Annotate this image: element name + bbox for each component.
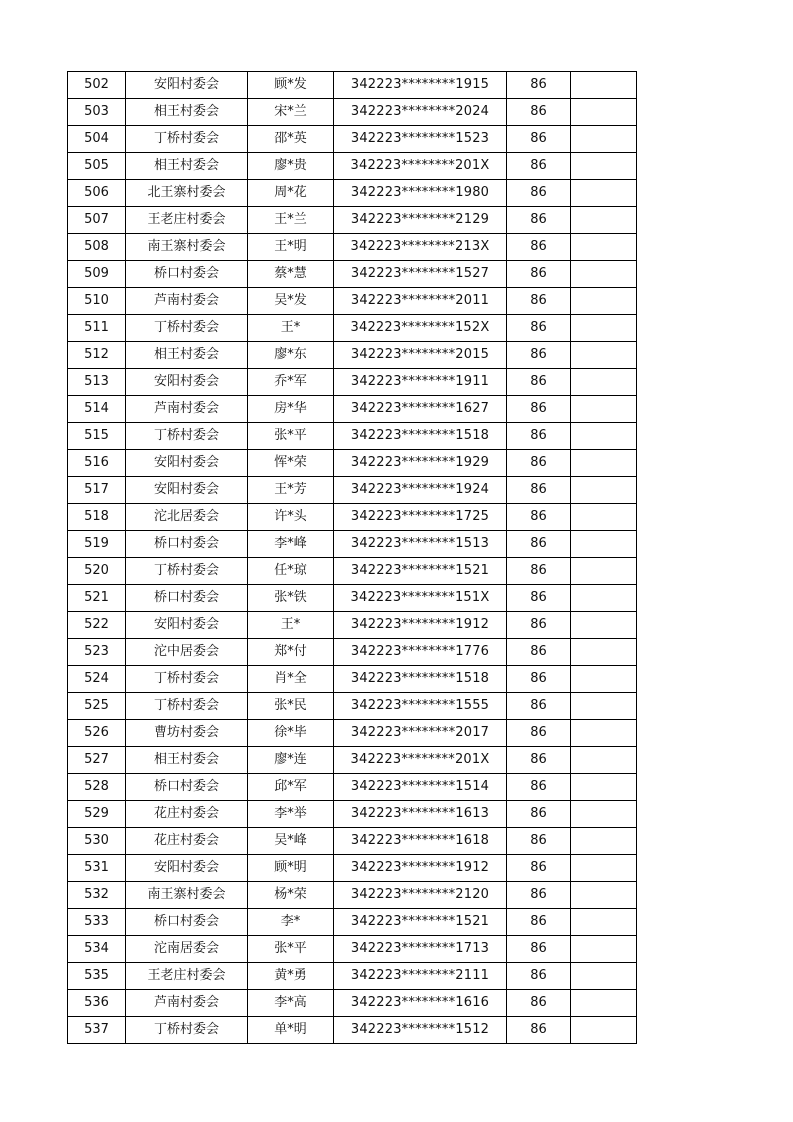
row-number-cell: 524 bbox=[68, 666, 126, 693]
row-number-cell: 533 bbox=[68, 909, 126, 936]
village-committee-cell: 相王村委会 bbox=[126, 153, 248, 180]
remark-cell bbox=[571, 747, 637, 774]
row-number-cell: 535 bbox=[68, 963, 126, 990]
remark-cell bbox=[571, 585, 637, 612]
person-name-cell: 宋*兰 bbox=[248, 99, 334, 126]
remark-cell bbox=[571, 531, 637, 558]
village-committee-cell: 芦南村委会 bbox=[126, 288, 248, 315]
score-cell: 86 bbox=[507, 882, 571, 909]
table-row bbox=[68, 855, 637, 882]
id-number-cell: 342223********1613 bbox=[334, 801, 507, 828]
remark-cell bbox=[571, 720, 637, 747]
person-name-cell: 房*华 bbox=[248, 396, 334, 423]
table-row bbox=[68, 450, 637, 477]
person-name-cell: 徐*毕 bbox=[248, 720, 334, 747]
village-committee-cell: 王老庄村委会 bbox=[126, 207, 248, 234]
score-cell: 86 bbox=[507, 585, 571, 612]
table-row bbox=[68, 477, 637, 504]
remark-cell bbox=[571, 261, 637, 288]
id-number-cell: 342223********1725 bbox=[334, 504, 507, 531]
row-number-cell: 503 bbox=[68, 99, 126, 126]
remark-cell bbox=[571, 882, 637, 909]
remark-cell bbox=[571, 612, 637, 639]
person-name-cell: 恽*荣 bbox=[248, 450, 334, 477]
remark-cell bbox=[571, 72, 637, 99]
score-cell: 86 bbox=[507, 963, 571, 990]
table-row bbox=[68, 180, 637, 207]
row-number-cell: 527 bbox=[68, 747, 126, 774]
table-row bbox=[68, 693, 637, 720]
remark-cell bbox=[571, 909, 637, 936]
person-name-cell: 顾*发 bbox=[248, 72, 334, 99]
table-row bbox=[68, 882, 637, 909]
table-row bbox=[68, 423, 637, 450]
score-cell: 86 bbox=[507, 234, 571, 261]
id-number-cell: 342223********2111 bbox=[334, 963, 507, 990]
village-committee-cell: 芦南村委会 bbox=[126, 396, 248, 423]
remark-cell bbox=[571, 234, 637, 261]
remark-cell bbox=[571, 504, 637, 531]
row-number-cell: 518 bbox=[68, 504, 126, 531]
table-row bbox=[68, 72, 637, 99]
village-committee-cell: 桥口村委会 bbox=[126, 585, 248, 612]
id-number-cell: 342223********1713 bbox=[334, 936, 507, 963]
village-committee-cell: 安阳村委会 bbox=[126, 450, 248, 477]
row-number-cell: 511 bbox=[68, 315, 126, 342]
row-number-cell: 512 bbox=[68, 342, 126, 369]
remark-cell bbox=[571, 396, 637, 423]
remark-cell bbox=[571, 369, 637, 396]
person-name-cell: 杨*荣 bbox=[248, 882, 334, 909]
id-number-cell: 342223********2011 bbox=[334, 288, 507, 315]
village-committee-cell: 相王村委会 bbox=[126, 342, 248, 369]
village-committee-cell: 曹坊村委会 bbox=[126, 720, 248, 747]
remark-cell bbox=[571, 423, 637, 450]
score-cell: 86 bbox=[507, 531, 571, 558]
score-cell: 86 bbox=[507, 558, 571, 585]
roster-sheet bbox=[67, 71, 637, 1044]
person-name-cell: 郑*付 bbox=[248, 639, 334, 666]
score-cell: 86 bbox=[507, 126, 571, 153]
person-name-cell: 许*头 bbox=[248, 504, 334, 531]
table-row bbox=[68, 531, 637, 558]
person-name-cell: 张*平 bbox=[248, 936, 334, 963]
id-number-cell: 342223********151X bbox=[334, 585, 507, 612]
id-number-cell: 342223********201X bbox=[334, 153, 507, 180]
person-name-cell: 周*花 bbox=[248, 180, 334, 207]
person-name-cell: 李* bbox=[248, 909, 334, 936]
id-number-cell: 342223********1521 bbox=[334, 558, 507, 585]
row-number-cell: 531 bbox=[68, 855, 126, 882]
table-row bbox=[68, 801, 637, 828]
score-cell: 86 bbox=[507, 774, 571, 801]
village-committee-cell: 相王村委会 bbox=[126, 99, 248, 126]
score-cell: 86 bbox=[507, 207, 571, 234]
score-cell: 86 bbox=[507, 261, 571, 288]
score-cell: 86 bbox=[507, 639, 571, 666]
id-number-cell: 342223********1513 bbox=[334, 531, 507, 558]
person-name-cell: 王* bbox=[248, 612, 334, 639]
remark-cell bbox=[571, 1017, 637, 1044]
person-name-cell: 张*铁 bbox=[248, 585, 334, 612]
remark-cell bbox=[571, 450, 637, 477]
row-number-cell: 525 bbox=[68, 693, 126, 720]
village-committee-cell: 南王寨村委会 bbox=[126, 882, 248, 909]
score-cell: 86 bbox=[507, 288, 571, 315]
score-cell: 86 bbox=[507, 72, 571, 99]
person-name-cell: 顾*明 bbox=[248, 855, 334, 882]
row-number-cell: 505 bbox=[68, 153, 126, 180]
village-committee-cell: 沱北居委会 bbox=[126, 504, 248, 531]
table-row bbox=[68, 504, 637, 531]
score-cell: 86 bbox=[507, 477, 571, 504]
village-committee-cell: 丁桥村委会 bbox=[126, 1017, 248, 1044]
score-cell: 86 bbox=[507, 909, 571, 936]
id-number-cell: 342223********2024 bbox=[334, 99, 507, 126]
row-number-cell: 504 bbox=[68, 126, 126, 153]
row-number-cell: 507 bbox=[68, 207, 126, 234]
row-number-cell: 526 bbox=[68, 720, 126, 747]
village-committee-cell: 丁桥村委会 bbox=[126, 558, 248, 585]
remark-cell bbox=[571, 288, 637, 315]
score-cell: 86 bbox=[507, 153, 571, 180]
id-number-cell: 342223********152X bbox=[334, 315, 507, 342]
table-row bbox=[68, 909, 637, 936]
table-row bbox=[68, 774, 637, 801]
table-row bbox=[68, 288, 637, 315]
person-name-cell: 吴*发 bbox=[248, 288, 334, 315]
score-cell: 86 bbox=[507, 990, 571, 1017]
village-committee-cell: 桥口村委会 bbox=[126, 261, 248, 288]
table-row bbox=[68, 99, 637, 126]
row-number-cell: 502 bbox=[68, 72, 126, 99]
table-row bbox=[68, 207, 637, 234]
table-row bbox=[68, 639, 637, 666]
village-committee-cell: 丁桥村委会 bbox=[126, 666, 248, 693]
roster-table-body bbox=[68, 72, 637, 1044]
person-name-cell: 王*明 bbox=[248, 234, 334, 261]
row-number-cell: 508 bbox=[68, 234, 126, 261]
id-number-cell: 342223********1618 bbox=[334, 828, 507, 855]
remark-cell bbox=[571, 126, 637, 153]
row-number-cell: 515 bbox=[68, 423, 126, 450]
remark-cell bbox=[571, 693, 637, 720]
table-row bbox=[68, 369, 637, 396]
row-number-cell: 513 bbox=[68, 369, 126, 396]
score-cell: 86 bbox=[507, 369, 571, 396]
table-row bbox=[68, 558, 637, 585]
score-cell: 86 bbox=[507, 1017, 571, 1044]
row-number-cell: 517 bbox=[68, 477, 126, 504]
score-cell: 86 bbox=[507, 180, 571, 207]
remark-cell bbox=[571, 477, 637, 504]
id-number-cell: 342223********1512 bbox=[334, 1017, 507, 1044]
village-committee-cell: 安阳村委会 bbox=[126, 477, 248, 504]
person-name-cell: 王*芳 bbox=[248, 477, 334, 504]
table-row bbox=[68, 828, 637, 855]
table-row bbox=[68, 1017, 637, 1044]
id-number-cell: 342223********1912 bbox=[334, 855, 507, 882]
score-cell: 86 bbox=[507, 720, 571, 747]
id-number-cell: 342223********2120 bbox=[334, 882, 507, 909]
village-committee-cell: 桥口村委会 bbox=[126, 774, 248, 801]
row-number-cell: 530 bbox=[68, 828, 126, 855]
table-row bbox=[68, 612, 637, 639]
id-number-cell: 342223********1776 bbox=[334, 639, 507, 666]
person-name-cell: 廖*贵 bbox=[248, 153, 334, 180]
village-committee-cell: 安阳村委会 bbox=[126, 369, 248, 396]
remark-cell bbox=[571, 207, 637, 234]
village-committee-cell: 沱中居委会 bbox=[126, 639, 248, 666]
village-committee-cell: 安阳村委会 bbox=[126, 72, 248, 99]
row-number-cell: 522 bbox=[68, 612, 126, 639]
table-row bbox=[68, 396, 637, 423]
remark-cell bbox=[571, 936, 637, 963]
id-number-cell: 342223********1514 bbox=[334, 774, 507, 801]
village-committee-cell: 沱南居委会 bbox=[126, 936, 248, 963]
person-name-cell: 王*兰 bbox=[248, 207, 334, 234]
remark-cell bbox=[571, 180, 637, 207]
row-number-cell: 532 bbox=[68, 882, 126, 909]
village-committee-cell: 相王村委会 bbox=[126, 747, 248, 774]
person-name-cell: 李*举 bbox=[248, 801, 334, 828]
score-cell: 86 bbox=[507, 828, 571, 855]
id-number-cell: 342223********1924 bbox=[334, 477, 507, 504]
row-number-cell: 536 bbox=[68, 990, 126, 1017]
remark-cell bbox=[571, 666, 637, 693]
row-number-cell: 521 bbox=[68, 585, 126, 612]
person-name-cell: 任*琼 bbox=[248, 558, 334, 585]
id-number-cell: 342223********1915 bbox=[334, 72, 507, 99]
id-number-cell: 342223********2129 bbox=[334, 207, 507, 234]
village-committee-cell: 芦南村委会 bbox=[126, 990, 248, 1017]
table-row bbox=[68, 342, 637, 369]
score-cell: 86 bbox=[507, 396, 571, 423]
score-cell: 86 bbox=[507, 504, 571, 531]
id-number-cell: 342223********1627 bbox=[334, 396, 507, 423]
person-name-cell: 吴*峰 bbox=[248, 828, 334, 855]
id-number-cell: 342223********1912 bbox=[334, 612, 507, 639]
person-name-cell: 王* bbox=[248, 315, 334, 342]
table-row bbox=[68, 315, 637, 342]
score-cell: 86 bbox=[507, 450, 571, 477]
id-number-cell: 342223********1555 bbox=[334, 693, 507, 720]
village-committee-cell: 南王寨村委会 bbox=[126, 234, 248, 261]
person-name-cell: 李*高 bbox=[248, 990, 334, 1017]
person-name-cell: 廖*连 bbox=[248, 747, 334, 774]
row-number-cell: 529 bbox=[68, 801, 126, 828]
score-cell: 86 bbox=[507, 342, 571, 369]
score-cell: 86 bbox=[507, 666, 571, 693]
village-committee-cell: 安阳村委会 bbox=[126, 612, 248, 639]
score-cell: 86 bbox=[507, 801, 571, 828]
village-committee-cell: 北王寨村委会 bbox=[126, 180, 248, 207]
remark-cell bbox=[571, 639, 637, 666]
person-name-cell: 张*平 bbox=[248, 423, 334, 450]
score-cell: 86 bbox=[507, 99, 571, 126]
id-number-cell: 342223********1929 bbox=[334, 450, 507, 477]
remark-cell bbox=[571, 315, 637, 342]
score-cell: 86 bbox=[507, 693, 571, 720]
table-row bbox=[68, 261, 637, 288]
village-committee-cell: 花庄村委会 bbox=[126, 828, 248, 855]
remark-cell bbox=[571, 558, 637, 585]
person-name-cell: 黄*勇 bbox=[248, 963, 334, 990]
row-number-cell: 506 bbox=[68, 180, 126, 207]
id-number-cell: 342223********213X bbox=[334, 234, 507, 261]
score-cell: 86 bbox=[507, 855, 571, 882]
row-number-cell: 514 bbox=[68, 396, 126, 423]
table-row bbox=[68, 585, 637, 612]
remark-cell bbox=[571, 774, 637, 801]
village-committee-cell: 花庄村委会 bbox=[126, 801, 248, 828]
score-cell: 86 bbox=[507, 936, 571, 963]
table-row bbox=[68, 666, 637, 693]
person-name-cell: 蔡*慧 bbox=[248, 261, 334, 288]
remark-cell bbox=[571, 828, 637, 855]
row-number-cell: 520 bbox=[68, 558, 126, 585]
id-number-cell: 342223********201X bbox=[334, 747, 507, 774]
person-name-cell: 邱*军 bbox=[248, 774, 334, 801]
id-number-cell: 342223********1980 bbox=[334, 180, 507, 207]
person-name-cell: 李*峰 bbox=[248, 531, 334, 558]
id-number-cell: 342223********1521 bbox=[334, 909, 507, 936]
remark-cell bbox=[571, 99, 637, 126]
person-name-cell: 张*民 bbox=[248, 693, 334, 720]
id-number-cell: 342223********2015 bbox=[334, 342, 507, 369]
table-row bbox=[68, 963, 637, 990]
village-committee-cell: 丁桥村委会 bbox=[126, 693, 248, 720]
table-row bbox=[68, 153, 637, 180]
person-name-cell: 单*明 bbox=[248, 1017, 334, 1044]
row-number-cell: 509 bbox=[68, 261, 126, 288]
row-number-cell: 516 bbox=[68, 450, 126, 477]
person-name-cell: 乔*军 bbox=[248, 369, 334, 396]
score-cell: 86 bbox=[507, 612, 571, 639]
person-name-cell: 廖*东 bbox=[248, 342, 334, 369]
village-committee-cell: 丁桥村委会 bbox=[126, 423, 248, 450]
id-number-cell: 342223********1616 bbox=[334, 990, 507, 1017]
remark-cell bbox=[571, 342, 637, 369]
row-number-cell: 510 bbox=[68, 288, 126, 315]
roster-table bbox=[67, 71, 637, 1044]
row-number-cell: 534 bbox=[68, 936, 126, 963]
village-committee-cell: 王老庄村委会 bbox=[126, 963, 248, 990]
score-cell: 86 bbox=[507, 747, 571, 774]
remark-cell bbox=[571, 855, 637, 882]
village-committee-cell: 桥口村委会 bbox=[126, 531, 248, 558]
row-number-cell: 537 bbox=[68, 1017, 126, 1044]
remark-cell bbox=[571, 153, 637, 180]
table-row bbox=[68, 990, 637, 1017]
table-row bbox=[68, 747, 637, 774]
id-number-cell: 342223********1518 bbox=[334, 666, 507, 693]
id-number-cell: 342223********2017 bbox=[334, 720, 507, 747]
row-number-cell: 528 bbox=[68, 774, 126, 801]
id-number-cell: 342223********1523 bbox=[334, 126, 507, 153]
person-name-cell: 邵*英 bbox=[248, 126, 334, 153]
table-row bbox=[68, 936, 637, 963]
remark-cell bbox=[571, 963, 637, 990]
village-committee-cell: 丁桥村委会 bbox=[126, 126, 248, 153]
score-cell: 86 bbox=[507, 315, 571, 342]
table-row bbox=[68, 126, 637, 153]
score-cell: 86 bbox=[507, 423, 571, 450]
table-row bbox=[68, 234, 637, 261]
id-number-cell: 342223********1527 bbox=[334, 261, 507, 288]
table-row bbox=[68, 720, 637, 747]
id-number-cell: 342223********1911 bbox=[334, 369, 507, 396]
row-number-cell: 519 bbox=[68, 531, 126, 558]
row-number-cell: 523 bbox=[68, 639, 126, 666]
id-number-cell: 342223********1518 bbox=[334, 423, 507, 450]
village-committee-cell: 安阳村委会 bbox=[126, 855, 248, 882]
village-committee-cell: 丁桥村委会 bbox=[126, 315, 248, 342]
village-committee-cell: 桥口村委会 bbox=[126, 909, 248, 936]
remark-cell bbox=[571, 801, 637, 828]
remark-cell bbox=[571, 990, 637, 1017]
person-name-cell: 肖*全 bbox=[248, 666, 334, 693]
